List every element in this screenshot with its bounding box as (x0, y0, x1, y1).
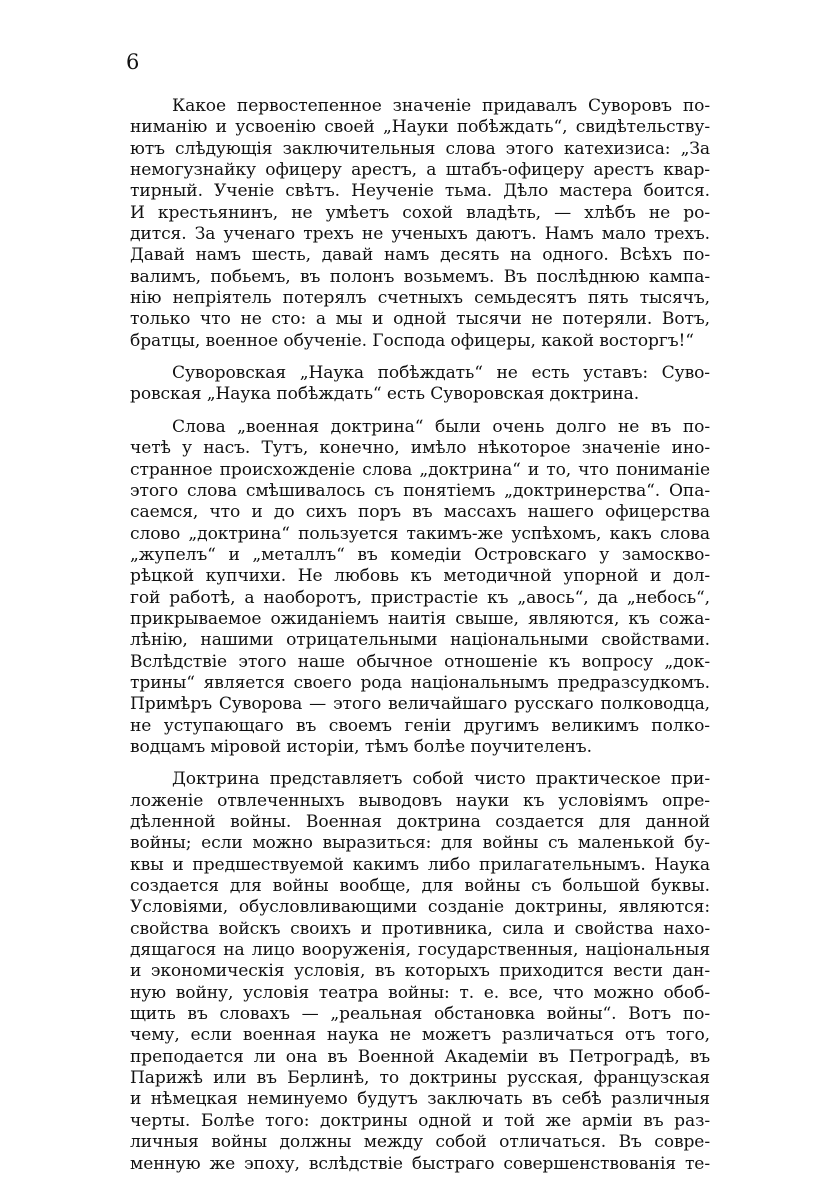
text-line: дящагося на лицо вооруженія, государственныя, національныя (130, 940, 710, 961)
text-line: Условіями, обусловливающими созданіе доктрины, являются: (130, 897, 710, 918)
paragraph (130, 96, 710, 352)
text-line: войны; если можно выразиться: для войны съ маленькой бу- (130, 833, 710, 854)
text-line: Вслѣдствіе этого наше обычное отношеніе къ вопросу „док- (130, 651, 710, 672)
text-line: лѣнію, нашими отрицательными національными свойствами. (130, 630, 710, 651)
body-text (130, 96, 710, 1175)
text-line: и экономическія условія, въ которыхъ приходится вести дан- (130, 961, 710, 982)
text-line: „жупелъ“ и „металлъ“ въ комедіи Островскаго у замоскво- (130, 544, 710, 565)
text-line: Суворовская „Наука побѣждать“ не есть уставъ: Суво- (172, 363, 710, 384)
paragraph (130, 417, 710, 759)
text-line: преподается ли она въ Военной Академіи въ Петроградѣ, въ (130, 1046, 710, 1067)
text-line: только что не сто: а мы и одной тысячи не потеряли. Вотъ, (130, 309, 710, 330)
text-line: щить въ словахъ — „реальная обстановка войны“. Вотъ по- (130, 1004, 710, 1025)
text-line: создается для войны вообще, для войны съ большой буквы. (130, 876, 710, 897)
text-line: братцы, военное обученіе. Господа офицеры, какой восторгъ!“ (130, 330, 694, 351)
text-line: тирный. Ученіе свѣтъ. Неученіе тьма. Дѣло мастера боится. (130, 181, 710, 202)
text-line: личныя войны должны между собой отличаться. Въ совре- (130, 1132, 710, 1153)
text-line: немогузнайку офицеру арестъ, а штабъ-офицеру арестъ квар- (130, 160, 710, 181)
text-line: водцамъ міровой исторіи, тѣмъ болѣе поучителенъ. (130, 736, 592, 757)
text-line: Примѣръ Суворова — этого величайшаго русскаго полководца, (130, 694, 710, 715)
text-line: чему, если военная наука не можетъ различаться отъ того, (130, 1025, 710, 1046)
text-line: дится. За ученаго трехъ не ученыхъ даютъ. Намъ мало трехъ. (130, 224, 710, 245)
text-line: менную же эпоху, вслѣдствіе быстраго совершенствованія те- (130, 1153, 710, 1174)
text-line: странное происхожденіе слова „доктрина“ и то, что пониманіе (130, 459, 710, 480)
text-line: нію непріятель потерялъ счетныхъ семьдесятъ пять тысячъ, (130, 288, 710, 309)
text-line: квы и предшествуемой какимъ либо прилагательнымъ. Наука (130, 854, 710, 875)
text-line: рѣцкой купчихи. Не любовь къ методичной упорной и дол- (130, 566, 710, 587)
text-line: прикрываемое ожиданіемъ наитія свыше, являются, къ сожа- (130, 608, 710, 629)
text-line: ную войну, условія театра войны: т. е. все, что можно обоб- (130, 982, 710, 1003)
text-line: ложеніе отвлеченныхъ выводовъ науки къ условіямъ опре- (130, 790, 710, 811)
page-number: 6 (126, 50, 140, 74)
paragraph (130, 363, 710, 406)
paragraph (130, 769, 710, 1175)
text-line: валимъ, побьемъ, въ полонъ возьмемъ. Въ послѣднюю кампа- (130, 266, 710, 287)
text-line: четѣ у насъ. Тутъ, конечно, имѣло нѣкоторое значеніе ино- (130, 438, 710, 459)
text-line: ютъ слѣдующія заключительныя слова этого катехизиса: „За (130, 138, 710, 159)
text-line: этого слова смѣшивалось съ понятіемъ „доктринерства“. Опа- (130, 480, 710, 501)
text-line: дѣленной войны. Военная доктрина создается для данной (130, 812, 710, 832)
text-line: свойства войскъ своихъ и противника, сила и свойства нахо- (130, 918, 710, 939)
text-line: Давай намъ шесть, давай намъ десять на одного. Всѣхъ по- (130, 245, 710, 266)
text-line: ровская „Наука побѣждать“ есть Суворовская доктрина. (130, 384, 640, 405)
text-line: Парижѣ или въ Берлинѣ, то доктрины русская, французская (130, 1068, 710, 1089)
text-line: гой работѣ, а наоборотъ, пристрастіе къ „авось“, да „небось“, (130, 587, 710, 608)
text-line: ниманію и усвоенію своей „Науки побѣждать“, свидѣтельству- (130, 117, 710, 138)
text-line: и нѣмецкая неминуемо будутъ заключать въ себѣ различныя (130, 1089, 710, 1110)
text-line: Доктрина представляетъ собой чисто практическое при- (172, 769, 710, 790)
text-line: саемся, что и до сихъ поръ въ массахъ нашего офицерства (130, 502, 710, 523)
text-line: Какое первостепенное значеніе придавалъ Суворовъ по- (172, 96, 710, 116)
text-line: не уступающаго въ своемъ геніи другимъ великимъ полко- (130, 715, 710, 736)
text-line: И крестьянинъ, не умѣетъ сохой владѣть, — хлѣбъ не ро- (130, 202, 710, 223)
text-line: Слова „военная доктрина“ были очень долго не въ по- (172, 416, 710, 437)
text-line: трины“ является своего рода національнымъ предразсудкомъ. (130, 672, 710, 693)
text-line: черты. Болѣе того: доктрины одной и той же арміи въ раз- (130, 1110, 710, 1131)
text-line: слово „доктрина“ пользуется такимъ-же успѣхомъ, какъ слова (130, 523, 710, 544)
